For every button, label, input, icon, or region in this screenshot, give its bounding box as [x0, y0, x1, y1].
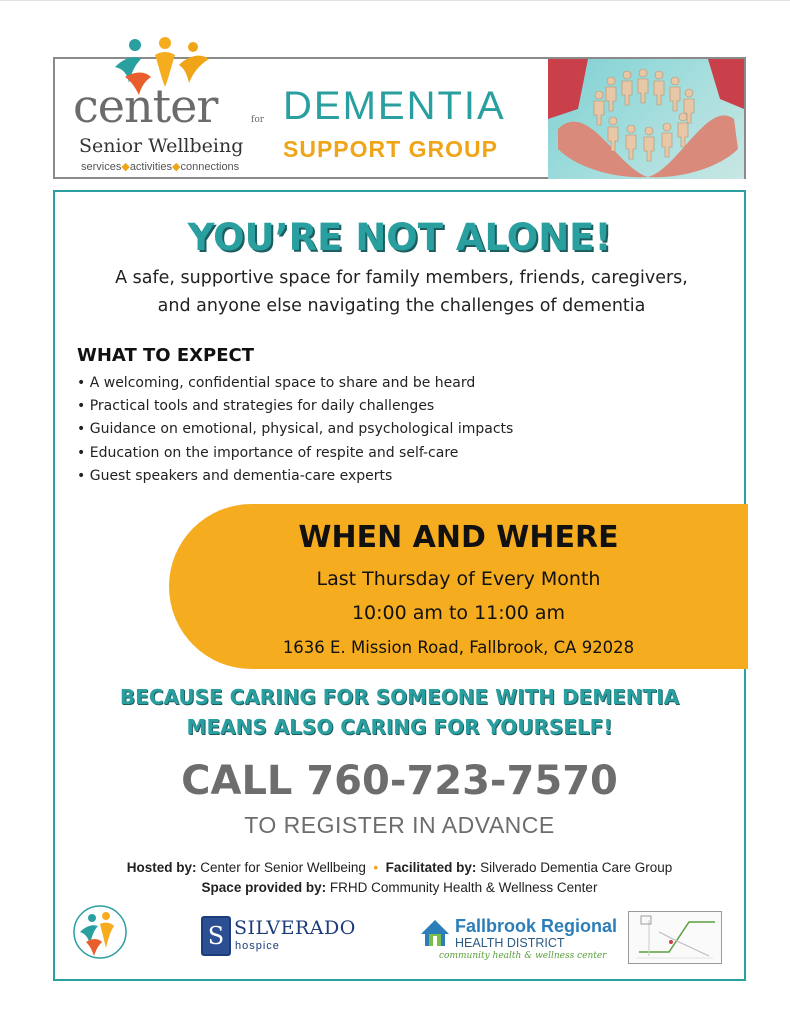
separator-dot-icon: • [369, 860, 382, 875]
fallbrook-district: HEALTH DISTRICT [455, 936, 565, 950]
list-item: • Practical tools and strategies for daily challenges [77, 395, 513, 418]
because-message [55, 682, 744, 742]
fallbrook-name: Fallbrook Regional [455, 916, 618, 936]
logo-org-name: Senior Wellbeing [79, 135, 244, 157]
silverado-subtitle: hospice [235, 940, 280, 952]
facilitated-by-value: Silverado Dementia Care Group [480, 860, 673, 875]
space-provided-label: Space provided by: [201, 880, 327, 895]
paper-people-chain-in-hands-photo [548, 59, 744, 179]
credits-line-1 [55, 858, 744, 878]
tagline-dot-icon: ◆ [172, 161, 181, 173]
subheadline-line-2: and anyone else navigating the challenges of dementia [157, 296, 646, 316]
list-item: • Guidance on emotional, physical, and psychological impacts [77, 418, 513, 441]
meeting-time: 10:00 am to 11:00 am [351, 602, 566, 624]
hosted-by-label: Hosted by: [126, 860, 197, 875]
silverado-s-icon: S [201, 916, 231, 956]
list-item: • Guest speakers and dementia-care experts [77, 465, 513, 488]
tagline-connections: connections [180, 161, 240, 173]
flyer-header [53, 57, 746, 179]
title-dementia: DEMENTIA [283, 84, 506, 128]
title-support-group: SUPPORT GROUP [283, 136, 498, 162]
fallbrook-house-icon [419, 918, 451, 948]
subheadline-line-1: A safe, supportive space for family members, friends, caregivers, [115, 268, 688, 288]
subheadline [65, 264, 738, 320]
call-phone-number: CALL 760-723-7570 [181, 758, 618, 804]
list-item: • A welcoming, confidential space to share and be heard [77, 372, 513, 395]
logo-tagline [81, 160, 239, 173]
space-provided-value: FRHD Community Health & Wellness Center [329, 880, 598, 895]
headline: YOU’RE NOT ALONE! [187, 216, 612, 259]
tagline-dot-icon: ◆ [121, 161, 130, 173]
logo-for-text: for [251, 115, 265, 125]
center-senior-wellbeing-figures-icon [72, 904, 128, 960]
credits-line-2 [55, 878, 744, 898]
meeting-day: Last Thursday of Every Month [316, 568, 601, 590]
paper-chain-illustration [548, 59, 744, 179]
location-map-icon [628, 911, 722, 964]
silverado-name: SILVERADO [234, 917, 356, 939]
logo-wordmark-center: center [73, 79, 218, 133]
because-line-1: BECAUSE CARING FOR SOMEONE WITH DEMENTIA [119, 685, 680, 709]
fallbrook-regional-logo [419, 916, 619, 966]
because-line-2: MEANS ALSO CARING FOR YOURSELF! [186, 715, 613, 739]
credits [55, 858, 744, 898]
when-and-where-banner [169, 504, 748, 669]
tagline-activities: activities [129, 161, 172, 173]
facilitated-by-label: Facilitated by: [385, 860, 477, 875]
when-and-where-heading: WHEN AND WHERE [298, 520, 619, 555]
what-to-expect-heading: WHAT TO EXPECT [77, 345, 254, 366]
map-drawing [629, 912, 721, 963]
tagline-services: services [81, 161, 122, 173]
fallbrook-subtitle: community health & wellness center [439, 951, 607, 961]
flyer-title [283, 84, 543, 164]
what-to-expect-list [77, 372, 513, 488]
flyer-body [53, 190, 746, 981]
list-item: • Education on the importance of respite and self-care [77, 442, 513, 465]
center-for-senior-wellbeing-logo [69, 59, 279, 179]
hosted-by-value: Center for Senior Wellbeing [200, 860, 366, 875]
meeting-address: 1636 E. Mission Road, Fallbrook, CA 92028 [282, 638, 635, 657]
register-instruction: TO REGISTER IN ADVANCE [244, 812, 555, 838]
